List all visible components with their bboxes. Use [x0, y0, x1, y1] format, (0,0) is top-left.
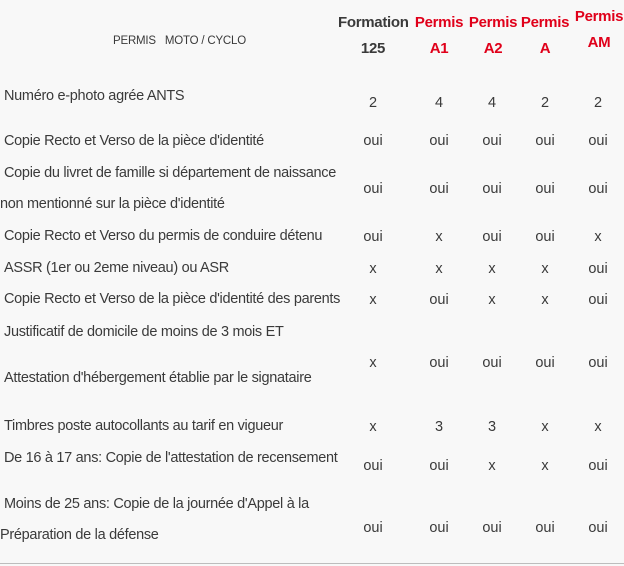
column-header-line2: A — [539, 40, 551, 57]
row-label-livret-famille-line1: Copie du livret de famille si département de naissance — [4, 165, 336, 181]
cell-value: oui — [588, 355, 608, 371]
column-header-permis-a1 — [413, 10, 465, 62]
cell-value: oui — [482, 181, 502, 197]
row-label-identite-parents: Copie Recto et Verso de la pièce d'identité des parents — [4, 291, 341, 307]
cell-value: oui — [482, 133, 502, 149]
cell-value: oui — [535, 520, 555, 536]
row-label-timbres: Timbres poste autocollants au tarif en vigueur — [4, 418, 284, 434]
column-header-line1: Permis — [520, 14, 570, 31]
cell-value: oui — [363, 520, 383, 536]
cell-value: oui — [588, 181, 608, 197]
bottom-divider — [0, 563, 624, 564]
cell-value: 3 — [487, 419, 497, 435]
row-label-piece-identite: Copie Recto et Verso de la pièce d'identité — [4, 133, 264, 149]
cell-value: x — [369, 292, 377, 308]
cell-value: x — [594, 419, 602, 435]
cell-value: oui — [588, 133, 608, 149]
cell-value: x — [369, 419, 377, 435]
cell-value: x — [541, 419, 549, 435]
cell-value: 2 — [593, 95, 603, 111]
column-header-line2: 125 — [360, 40, 386, 57]
cell-value: oui — [482, 355, 502, 371]
cell-value: oui — [363, 458, 383, 474]
row-label-permis-detenu: Copie Recto et Verso du permis de conduire détenu — [4, 228, 323, 244]
cell-value: x — [488, 458, 496, 474]
cell-value: x — [435, 261, 443, 277]
cell-value: oui — [482, 520, 502, 536]
cell-value: oui — [429, 181, 449, 197]
cell-value: oui — [429, 133, 449, 149]
cell-value: oui — [363, 229, 383, 245]
cell-value: x — [488, 292, 496, 308]
cell-value: oui — [363, 181, 383, 197]
cell-value: x — [369, 261, 377, 277]
column-header-line1: Permis — [414, 14, 464, 31]
cell-value: 2 — [540, 95, 550, 111]
column-header-line1: Permis — [468, 14, 518, 31]
cell-value: x — [435, 229, 443, 245]
row-label-livret-famille-line2: non mentionné sur la pièce d'identité — [0, 196, 225, 212]
cell-value: x — [541, 292, 549, 308]
column-header-formation-125 — [338, 10, 408, 62]
cell-value: x — [594, 229, 602, 245]
cell-value: oui — [429, 458, 449, 474]
cell-value: oui — [588, 261, 608, 277]
cell-value: oui — [363, 133, 383, 149]
cell-value: oui — [429, 355, 449, 371]
cell-value: 4 — [487, 95, 497, 111]
cell-value: x — [488, 261, 496, 277]
cell-value: oui — [535, 355, 555, 371]
cell-value: 4 — [434, 95, 444, 111]
column-header-line2: A1 — [429, 40, 449, 57]
row-label-justificatif-domicile-line2: Attestation d'hébergement établie par le signataire — [4, 370, 312, 386]
row-label-assr: ASSR (1er ou 2eme niveau) ou ASR — [4, 260, 229, 276]
cell-value: oui — [588, 292, 608, 308]
cell-value: oui — [535, 181, 555, 197]
cell-value: oui — [535, 133, 555, 149]
table-header-title: PERMIS MOTO / CYCLO — [113, 35, 246, 47]
column-header-line2: AM — [587, 34, 611, 51]
cell-value: 3 — [434, 419, 444, 435]
cell-value: x — [541, 458, 549, 474]
column-header-line1: Permis — [574, 8, 624, 25]
column-header-line1: Formation — [338, 14, 409, 31]
column-header-permis-a — [519, 10, 571, 62]
row-label-journee-appel-line1: Moins de 25 ans: Copie de la journée d'Appel à la — [4, 496, 309, 512]
cell-value: oui — [535, 229, 555, 245]
cell-value: oui — [429, 520, 449, 536]
column-header-permis-am — [573, 4, 624, 56]
row-label-justificatif-domicile-line1: Justificatif de domicile de moins de 3 mois ET — [4, 324, 284, 340]
cell-value: x — [369, 355, 377, 371]
cell-value: oui — [588, 520, 608, 536]
cell-value: x — [541, 261, 549, 277]
cell-value: oui — [482, 229, 502, 245]
row-label-e-photo: Numéro e-photo agrée ANTS — [4, 88, 185, 104]
column-header-permis-a2 — [467, 10, 519, 62]
cell-value: oui — [429, 292, 449, 308]
row-label-recensement: De 16 à 17 ans: Copie de l'attestation de recensement — [4, 450, 338, 466]
column-header-line2: A2 — [483, 40, 503, 57]
cell-value: 2 — [368, 95, 378, 111]
row-label-journee-appel-line2: Préparation de la défense — [0, 527, 159, 543]
cell-value: oui — [588, 458, 608, 474]
